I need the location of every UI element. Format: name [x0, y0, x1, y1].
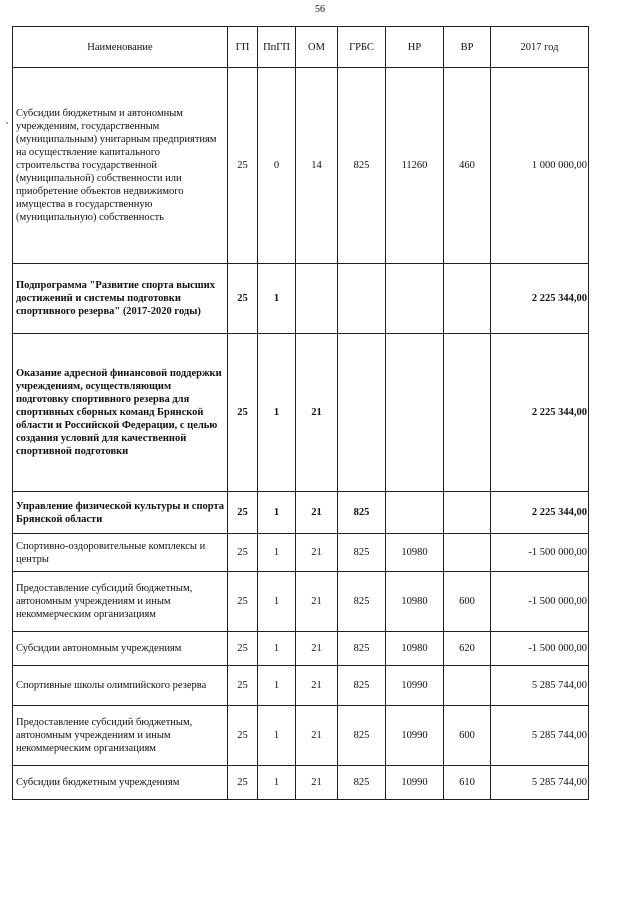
cell-gp: 25 — [228, 492, 258, 534]
cell-vr: 620 — [444, 632, 491, 666]
table-row — [13, 766, 589, 800]
header-gp: ГП — [228, 27, 258, 68]
cell-om: 21 — [296, 492, 338, 534]
budget-table — [12, 26, 589, 800]
cell-om: 21 — [296, 666, 338, 706]
cell-name: Оказание адресной финансовой поддержки учреждениям, осуществляющим подготовку спортивного резерва для спортивных сборных команд Брянской области и Российской Федерации, с целью создания условий для качественной спортивной подготовки — [13, 334, 228, 492]
cell-amount: -1 500 000,00 — [491, 572, 589, 632]
cell-ppgp: 1 — [258, 572, 296, 632]
cell-grbs — [338, 264, 386, 334]
table-row — [13, 334, 589, 492]
cell-np: 10990 — [386, 706, 444, 766]
cell-name: Спортивные школы олимпийского резерва — [13, 666, 228, 706]
table-body — [13, 68, 589, 800]
table-row — [13, 534, 589, 572]
cell-amount: -1 500 000,00 — [491, 632, 589, 666]
table-row — [13, 68, 589, 264]
cell-gp: 25 — [228, 572, 258, 632]
cell-gp: 25 — [228, 666, 258, 706]
cell-name: Субсидии бюджетным и автономным учреждениям, государственным (муниципальным) унитарным предприятиям на осуществление капитального строительства государственной (муниципальной) собственности или приобретение объектов недвижимого имущества в государственную (муниципальную) собственность — [13, 68, 228, 264]
cell-ppgp: 1 — [258, 666, 296, 706]
header-ppgp: ПпГП — [258, 27, 296, 68]
table-row — [13, 666, 589, 706]
cell-vr — [444, 534, 491, 572]
cell-om: 21 — [296, 334, 338, 492]
cell-gp: 25 — [228, 766, 258, 800]
cell-np — [386, 334, 444, 492]
cell-gp: 25 — [228, 632, 258, 666]
cell-name: Управление физической культуры и спорта Брянской области — [13, 492, 228, 534]
cell-vr — [444, 492, 491, 534]
cell-vr: 600 — [444, 706, 491, 766]
cell-om: 21 — [296, 766, 338, 800]
cell-name: Предоставление субсидий бюджетным, автономным учреждениям и иным некоммерческим организациям — [13, 706, 228, 766]
cell-ppgp: 1 — [258, 766, 296, 800]
cell-om: 14 — [296, 68, 338, 264]
cell-om: 21 — [296, 632, 338, 666]
cell-grbs — [338, 334, 386, 492]
cell-np: 10990 — [386, 766, 444, 800]
cell-gp: 25 — [228, 334, 258, 492]
cell-ppgp: 1 — [258, 706, 296, 766]
cell-vr — [444, 334, 491, 492]
cell-np — [386, 492, 444, 534]
cell-ppgp: 1 — [258, 632, 296, 666]
cell-grbs: 825 — [338, 534, 386, 572]
header-vr: ВР — [444, 27, 491, 68]
cell-ppgp: 0 — [258, 68, 296, 264]
header-np: НР — [386, 27, 444, 68]
header-grbs: ГРБС — [338, 27, 386, 68]
cell-gp: 25 — [228, 264, 258, 334]
cell-gp: 25 — [228, 534, 258, 572]
cell-amount: -1 500 000,00 — [491, 534, 589, 572]
cell-om: 21 — [296, 706, 338, 766]
cell-name: Субсидии бюджетным учреждениям — [13, 766, 228, 800]
table-row — [13, 632, 589, 666]
table-row — [13, 706, 589, 766]
cell-amount: 2 225 344,00 — [491, 264, 589, 334]
header-year: 2017 год — [491, 27, 589, 68]
page-number: 56 — [315, 4, 325, 15]
cell-om — [296, 264, 338, 334]
cell-ppgp: 1 — [258, 492, 296, 534]
cell-vr — [444, 264, 491, 334]
cell-name: Субсидии автономным учреждениям — [13, 632, 228, 666]
cell-name: Спортивно-оздоровительные комплексы и центры — [13, 534, 228, 572]
cell-amount: 5 285 744,00 — [491, 706, 589, 766]
cell-ppgp: 1 — [258, 534, 296, 572]
cell-np: 10990 — [386, 666, 444, 706]
cell-np — [386, 264, 444, 334]
cell-np: 11260 — [386, 68, 444, 264]
cell-grbs: 825 — [338, 666, 386, 706]
cell-np: 10980 — [386, 632, 444, 666]
cell-grbs: 825 — [338, 632, 386, 666]
cell-np: 10980 — [386, 572, 444, 632]
cell-grbs: 825 — [338, 706, 386, 766]
cell-grbs: 825 — [338, 492, 386, 534]
table-row — [13, 492, 589, 534]
cell-amount: 1 000 000,00 — [491, 68, 589, 264]
cell-grbs: 825 — [338, 572, 386, 632]
header-om: ОМ — [296, 27, 338, 68]
cell-name: Подпрограмма "Развитие спорта высших достижений и системы подготовки спортивного резерва" (2017-2020 годы) — [13, 264, 228, 334]
header-name: Наименование — [13, 27, 228, 68]
cell-vr: 600 — [444, 572, 491, 632]
cell-vr — [444, 666, 491, 706]
cell-amount: 5 285 744,00 — [491, 766, 589, 800]
cell-om: 21 — [296, 572, 338, 632]
table-row — [13, 264, 589, 334]
cell-grbs: 825 — [338, 766, 386, 800]
cell-np: 10980 — [386, 534, 444, 572]
cell-ppgp: 1 — [258, 264, 296, 334]
table-row — [13, 572, 589, 632]
header-row — [13, 27, 589, 68]
cell-grbs: 825 — [338, 68, 386, 264]
cell-vr: 610 — [444, 766, 491, 800]
cell-ppgp: 1 — [258, 334, 296, 492]
cell-amount: 5 285 744,00 — [491, 666, 589, 706]
cell-amount: 2 225 344,00 — [491, 492, 589, 534]
cell-name: Предоставление субсидий бюджетным, автономным учреждениям и иным некоммерческим организациям — [13, 572, 228, 632]
cell-amount: 2 225 344,00 — [491, 334, 589, 492]
cell-gp: 25 — [228, 706, 258, 766]
cell-vr: 460 — [444, 68, 491, 264]
scan-speck — [6, 122, 8, 124]
cell-om: 21 — [296, 534, 338, 572]
cell-gp: 25 — [228, 68, 258, 264]
